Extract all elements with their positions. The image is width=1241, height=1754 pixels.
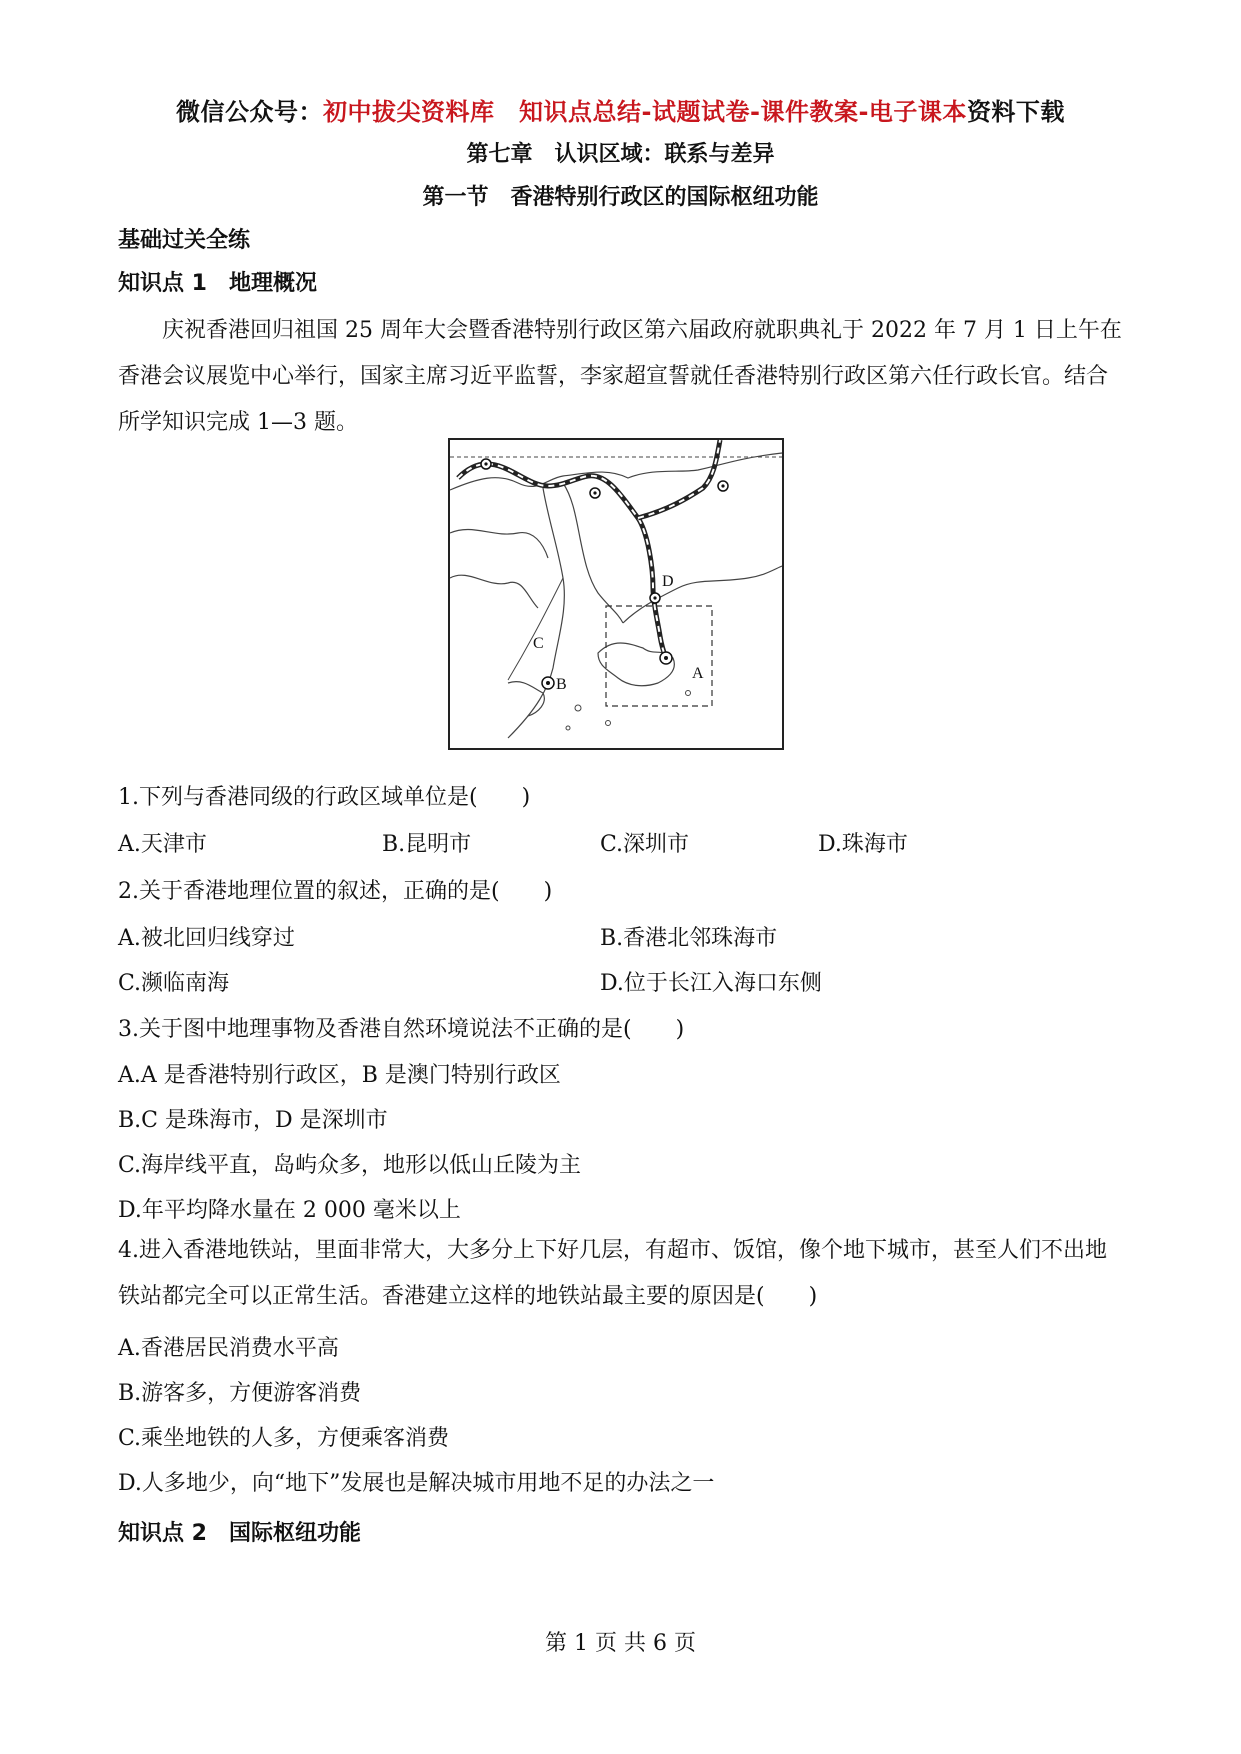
city-marker bbox=[590, 488, 600, 498]
label-b: B bbox=[556, 676, 567, 693]
q4-option-a: A.香港居民消费水平高 bbox=[118, 1336, 339, 1361]
map-frame bbox=[449, 439, 783, 749]
page-footer: 第 1 页 共 6 页 bbox=[545, 1631, 696, 1656]
city-marker bbox=[481, 459, 491, 469]
q2-option-a: A.被北回归线穿过 bbox=[118, 926, 295, 951]
basic-practice-heading: 基础过关全练 bbox=[118, 228, 251, 253]
chapter-title: 第七章 认识区域：联系与差异 bbox=[466, 142, 775, 167]
q4-option-c: C.乘坐地铁的人多，方便乘客消费 bbox=[118, 1426, 450, 1451]
q1-stem: 1.下列与香港同级的行政区域单位是( ) bbox=[118, 785, 531, 810]
q1-option-c: C.深圳市 bbox=[600, 832, 690, 857]
label-a: A bbox=[692, 665, 704, 682]
map-svg bbox=[448, 438, 784, 750]
header-prefix: 微信公众号： bbox=[176, 98, 324, 126]
city-marker-b bbox=[542, 677, 554, 689]
label-c: C bbox=[533, 635, 544, 652]
q3-option-a: A.A 是香港特别行政区，B 是澳门特别行政区 bbox=[118, 1063, 561, 1088]
hong-kong-map bbox=[448, 438, 784, 750]
q2-option-b: B.香港北邻珠海市 bbox=[600, 926, 778, 951]
q3-option-c: C.海岸线平直，岛屿众多，地形以低山丘陵为主 bbox=[118, 1153, 582, 1178]
city-marker bbox=[718, 481, 728, 491]
q1-option-a: A.天津市 bbox=[118, 832, 207, 857]
city-marker-hk bbox=[660, 652, 672, 664]
header-suffix: 资料下载 bbox=[966, 98, 1065, 126]
label-d: D bbox=[662, 573, 674, 590]
q3-option-d: D.年平均降水量在 2 000 毫米以上 bbox=[118, 1198, 461, 1223]
header-highlight: 初中拔尖资料库 知识点总结-试题试卷-课件教案-电子课本 bbox=[323, 98, 967, 126]
q2-option-c: C.濒临南海 bbox=[118, 971, 230, 996]
q3-stem: 3.关于图中地理事物及香港自然环境说法不正确的是( ) bbox=[118, 1017, 685, 1042]
q4-option-b: B.游客多，方便游客消费 bbox=[118, 1381, 362, 1406]
knowledge-point-2-heading: 知识点 2 国际枢纽功能 bbox=[118, 1521, 361, 1546]
q2-stem: 2.关于香港地理位置的叙述，正确的是( ) bbox=[118, 879, 553, 904]
intro-paragraph: 庆祝香港回归祖国 25 周年大会暨香港特别行政区第六届政府就职典礼于 2022 年 7 月 1 日上午在香港会议展览中心举行，国家主席习近平监誓，李家超宣誓就任香港特别行政区第六任行政长官。结合所学知识完成 1—3 题。 bbox=[118, 318, 1122, 435]
q1-option-d: D.珠海市 bbox=[818, 832, 908, 857]
q4-option-d: D.人多地少，向“地下”发展也是解决城市用地不足的办法之一 bbox=[118, 1471, 715, 1496]
section-title: 第一节 香港特别行政区的国际枢纽功能 bbox=[422, 185, 819, 210]
q3-option-b: B.C 是珠海市，D 是深圳市 bbox=[118, 1108, 388, 1133]
page-header bbox=[0, 92, 1241, 127]
q1-option-b: B.昆明市 bbox=[382, 832, 472, 857]
q4-stem: 4.进入香港地铁站，里面非常大，大多分上下好几层，有超市、饭馆，像个地下城市，甚至人们不出地铁站都完全可以正常生活。香港建立这样的地铁站最主要的原因是( ) bbox=[118, 1238, 1107, 1309]
q2-option-d: D.位于长江入海口东侧 bbox=[600, 971, 822, 996]
city-marker-d bbox=[650, 593, 660, 603]
knowledge-point-1-heading: 知识点 1 地理概况 bbox=[118, 271, 317, 296]
